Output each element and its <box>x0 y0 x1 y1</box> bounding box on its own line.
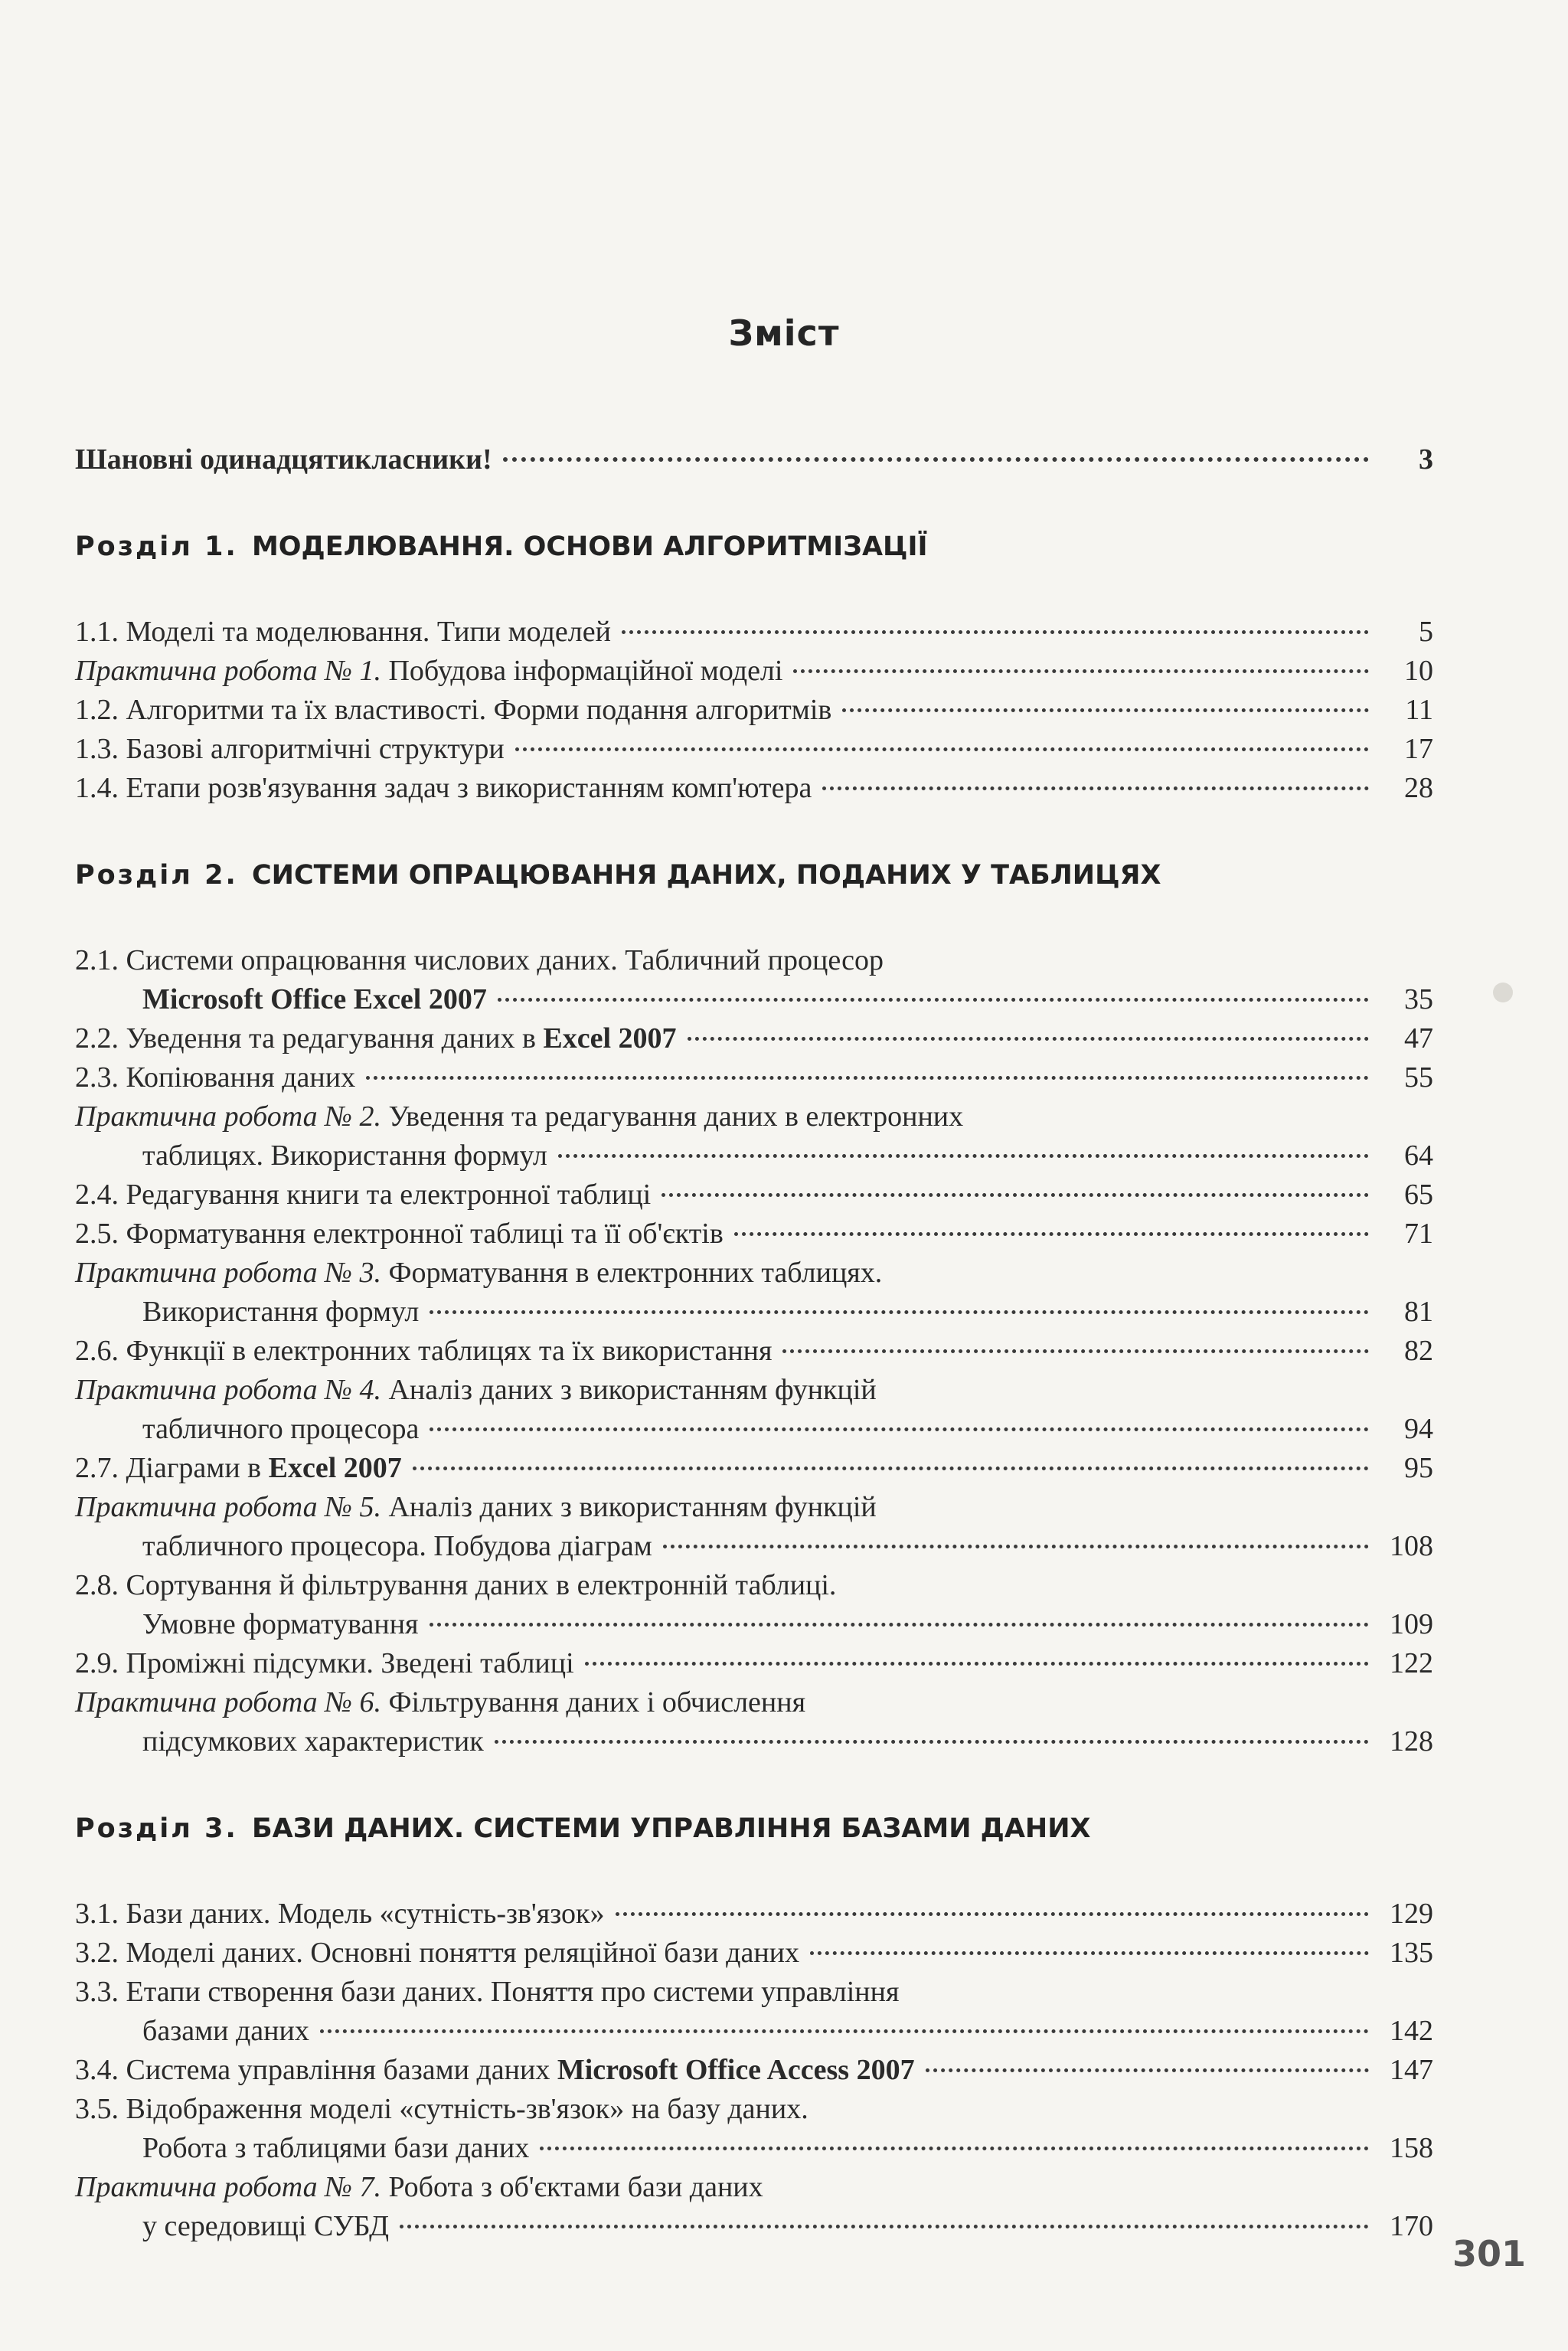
toc-entry-title <box>75 1254 882 1293</box>
toc-entry[interactable] <box>75 1644 1433 1683</box>
toc-entry-page: 108 <box>1390 1530 1433 1562</box>
toc-entry-software-name: Excel 2007 <box>268 1452 402 1484</box>
toc-entry-page: 5 <box>1419 616 1433 648</box>
toc-entry-number: 2.7. <box>75 1452 119 1484</box>
toc-entry-page: 147 <box>1390 2054 1433 2086</box>
toc-entry-page: 109 <box>1390 1608 1433 1640</box>
toc-entry-page: 11 <box>1405 694 1433 726</box>
toc-entry-text: таблицях. Використання формул <box>142 1140 547 1172</box>
toc-entry-page: 82 <box>1404 1335 1433 1367</box>
toc-entry-number: 3.1. <box>75 1898 119 1930</box>
toc-entry-page: 94 <box>1404 1413 1433 1445</box>
toc-entry-number: 2.3. <box>75 1061 119 1094</box>
toc-entry-text: Фільтрування даних і обчислення <box>388 1686 806 1718</box>
toc-entry-text: Аналіз даних з використанням функцій <box>388 1491 877 1523</box>
toc-entry-text: Функції в електронних таблицях та їх використання <box>126 1335 773 1367</box>
dot-leader <box>430 1310 1369 1314</box>
toc-entry-software-name: Excel 2007 <box>543 1022 677 1055</box>
toc-entry-text: Бази даних. Модель «сутність-зв'язок» <box>126 1898 605 1930</box>
toc-entry-page: 81 <box>1404 1296 1433 1328</box>
toc-entry[interactable] <box>75 1019 1433 1058</box>
section-label: Розділ 1. <box>75 531 238 562</box>
toc-entry[interactable] <box>75 691 1433 730</box>
toc-entry[interactable] <box>75 613 1433 652</box>
dot-leader <box>842 708 1369 712</box>
section-title: МОДЕЛЮВАННЯ. ОСНОВИ АЛГОРИТМІЗАЦІЇ <box>251 531 928 562</box>
toc-intro-entry[interactable] <box>75 440 1433 479</box>
toc-entry[interactable] <box>75 1176 1433 1215</box>
toc-entry-page: 35 <box>1404 983 1433 1015</box>
toc-entry-continuation[interactable] <box>75 1605 1433 1644</box>
toc-entry-text: Форматування в електронних таблицях. <box>388 1257 883 1289</box>
toc-entry-title <box>75 652 782 691</box>
toc-entry-title <box>75 2051 915 2090</box>
toc-entry-text: Діаграми в <box>126 1452 262 1484</box>
toc-entry-continuation[interactable] <box>75 1410 1433 1449</box>
toc-entry-title <box>75 1176 651 1215</box>
toc-entry-title <box>75 1332 772 1371</box>
toc-entry[interactable] <box>75 941 1433 980</box>
toc-entry-text: Аналіз даних з використанням функцій <box>388 1374 877 1406</box>
dot-leader <box>430 1427 1369 1431</box>
toc-entry-page: 129 <box>1390 1898 1433 1930</box>
toc-entry-number: 3.5. <box>75 2093 119 2125</box>
dot-leader <box>366 1076 1369 1080</box>
page-title: Зміст <box>728 312 840 354</box>
dot-leader <box>320 2029 1369 2033</box>
toc-entry-title <box>75 1683 805 1722</box>
toc-entry-number: 1.2. <box>75 694 119 726</box>
toc-entry-number: 2.4. <box>75 1179 119 1211</box>
toc-entry-number: 3.4. <box>75 2054 119 2086</box>
toc-entry-text: Використання формул <box>142 1296 420 1328</box>
toc-entry-number: 2.9. <box>75 1647 119 1679</box>
toc-entry-text: Уведення та редагування даних в електронних <box>388 1100 964 1133</box>
toc-entry-text: табличного процесора. Побудова діаграм <box>142 1530 652 1562</box>
practical-work-label: Практична робота № 2. <box>75 1100 381 1133</box>
toc-entry-number: 1.4. <box>75 772 119 804</box>
toc-entry[interactable] <box>75 1566 1433 1605</box>
toc-entry-number: 2.6. <box>75 1335 119 1367</box>
toc-entry[interactable] <box>75 769 1433 808</box>
dot-leader <box>430 1623 1369 1627</box>
toc-entry-continuation[interactable] <box>75 980 1433 1019</box>
dot-leader <box>515 747 1369 751</box>
toc-entry[interactable] <box>75 652 1433 691</box>
toc-entry[interactable] <box>75 1488 1433 1527</box>
toc-entry-page: 71 <box>1404 1218 1433 1250</box>
toc-entry-page: 128 <box>1390 1725 1433 1758</box>
toc-entry-text: Моделі та моделювання. Типи моделей <box>126 616 611 648</box>
toc-entry-title <box>75 1934 799 1973</box>
dot-leader <box>413 1467 1369 1470</box>
toc-entry-continuation[interactable] <box>75 1293 1433 1332</box>
toc-entry-page: 47 <box>1404 1022 1433 1055</box>
toc-entry-page: 142 <box>1390 2015 1433 2047</box>
section-heading <box>75 524 1433 570</box>
toc-entry-text: табличного процесора <box>142 1413 420 1445</box>
toc-entry[interactable] <box>75 1215 1433 1254</box>
toc-entry-title <box>75 1058 355 1097</box>
toc-entry-number: 2.1. <box>75 944 119 976</box>
toc-entry[interactable] <box>75 1097 1433 1136</box>
toc-entry-title <box>75 691 831 730</box>
practical-work-label: Практична робота № 1. <box>75 655 381 687</box>
toc-entry-title <box>75 769 812 808</box>
section-label: Розділ 3. <box>75 1813 238 1844</box>
section-heading <box>75 852 1433 898</box>
dot-leader <box>688 1037 1369 1041</box>
toc-entry-page: 3 <box>1419 443 1433 476</box>
toc-entry-page: 64 <box>1404 1140 1433 1172</box>
toc-entry-title <box>75 1973 899 2012</box>
toc-entry-number: 2.8. <box>75 1569 119 1601</box>
dot-leader <box>734 1232 1369 1236</box>
toc-entry-number: 1.3. <box>75 733 119 765</box>
toc-entry-page: 28 <box>1404 772 1433 804</box>
section-title: БАЗИ ДАНИХ. СИСТЕМИ УПРАВЛІННЯ БАЗАМИ ДАНИХ <box>251 1813 1091 1844</box>
toc-entry-text: Відображення моделі «сутність-зв'язок» на базу даних. <box>126 2093 808 2125</box>
toc-entry-text: Алгоритми та їх властивості. Форми подання алгоритмів <box>126 694 832 726</box>
toc-entry-text: Етапи створення бази даних. Поняття про системи управління <box>126 1976 900 2008</box>
dot-leader <box>498 998 1369 1002</box>
toc-entry-page: 10 <box>1404 655 1433 687</box>
toc-entry-page: 158 <box>1390 2132 1433 2164</box>
dot-leader <box>822 786 1369 790</box>
toc-entry-text: Копіювання даних <box>126 1061 356 1094</box>
toc-entry-title <box>75 730 505 769</box>
section-title: СИСТЕМИ ОПРАЦЮВАННЯ ДАНИХ, ПОДАНИХ У ТАБЛИЦЯХ <box>251 860 1161 891</box>
toc-entry-number: 1.1. <box>75 616 119 648</box>
toc-entry-text: Проміжні підсумки. Зведені таблиці <box>126 1647 574 1679</box>
toc-entry-text: Microsoft Office Excel 2007 <box>142 983 487 1015</box>
toc-entry-title <box>75 941 884 980</box>
dot-leader <box>622 630 1369 634</box>
toc-entry-number: 2.5. <box>75 1218 119 1250</box>
section-label: Розділ 2. <box>75 860 238 891</box>
section-heading <box>75 1806 1433 1852</box>
toc-entry-text: базами даних <box>142 2015 309 2047</box>
dot-leader <box>503 457 1369 462</box>
dot-leader <box>558 1154 1369 1158</box>
toc-entry-text: підсумкових характеристик <box>142 1725 484 1758</box>
toc-entry-page: 135 <box>1390 1937 1433 1969</box>
toc-entry-title <box>75 1097 963 1136</box>
practical-work-label: Практична робота № 3. <box>75 1257 381 1289</box>
toc-entry[interactable] <box>75 1058 1433 1097</box>
toc-entry-continuation[interactable] <box>75 1136 1433 1176</box>
table-of-contents <box>75 440 1433 2246</box>
dot-leader <box>495 1740 1369 1744</box>
toc-entry[interactable] <box>75 1895 1433 1934</box>
toc-entry-number: 3.2. <box>75 1937 119 1969</box>
toc-entry[interactable] <box>75 1449 1433 1488</box>
toc-entry-page: 122 <box>1390 1647 1433 1679</box>
toc-entry-text: Форматування електронної таблиці та її об'єктів <box>126 1218 724 1250</box>
dot-leader <box>926 2068 1369 2072</box>
toc-entry-number: 2.2. <box>75 1022 119 1055</box>
toc-entry-title <box>75 1215 724 1254</box>
toc-entry-continuation[interactable] <box>75 1527 1433 1566</box>
toc-entry-title <box>75 613 611 652</box>
toc-entry-title <box>75 1488 877 1527</box>
dot-leader <box>782 1349 1369 1353</box>
toc-entry-text: Робота з об'єктами бази даних <box>388 2171 763 2203</box>
toc-entry-text: Етапи розв'язування задач з використанням комп'ютера <box>126 772 812 804</box>
toc-entry[interactable] <box>75 1934 1433 1973</box>
toc-entry-text: Уведення та редагування даних в <box>126 1022 536 1055</box>
toc-entry-text: Моделі даних. Основні поняття реляційної бази даних <box>126 1937 800 1969</box>
toc-entry-continuation[interactable] <box>75 2129 1433 2168</box>
practical-work-label: Практична робота № 7. <box>75 2171 381 2203</box>
toc-entry-continuation[interactable] <box>75 2207 1433 2246</box>
toc-entry-page: 95 <box>1404 1452 1433 1484</box>
practical-work-label: Практична робота № 5. <box>75 1491 381 1523</box>
dot-leader <box>810 1951 1369 1955</box>
toc-entry-text: Редагування книги та електронної таблиці <box>126 1179 652 1211</box>
toc-entry-continuation[interactable] <box>75 1722 1433 1761</box>
toc-entry-text: Системи опрацювання числових даних. Табличний процесор <box>126 944 884 976</box>
toc-entry-title <box>75 1019 677 1058</box>
toc-entry-text: у середовищі СУБД <box>142 2210 390 2242</box>
toc-entry-page: 17 <box>1404 733 1433 765</box>
toc-entry-text: Система управління базами даних <box>126 2054 550 2086</box>
toc-entry[interactable] <box>75 1332 1433 1371</box>
dot-leader <box>400 2225 1369 2228</box>
paper-smudge <box>1493 983 1513 1002</box>
dot-leader <box>793 669 1369 673</box>
toc-entry-software-name: Microsoft Office Access 2007 <box>557 2054 915 2086</box>
toc-entry-continuation[interactable] <box>75 2012 1433 2051</box>
toc-entry-title <box>75 1895 605 1934</box>
toc-entry[interactable] <box>75 1254 1433 1293</box>
toc-entry-title <box>75 1644 574 1683</box>
toc-entry-text: Робота з таблицями бази даних <box>142 2132 530 2164</box>
toc-entry[interactable] <box>75 2168 1433 2207</box>
toc-entry-page: 65 <box>1404 1179 1433 1211</box>
toc-entry-page: 170 <box>1390 2210 1433 2242</box>
toc-entry-title <box>75 1566 836 1605</box>
toc-entry-title <box>75 1449 402 1488</box>
toc-entry[interactable] <box>75 730 1433 769</box>
dot-leader <box>585 1662 1369 1666</box>
toc-entry-title: Шановні одинадцятикласники! <box>75 443 492 476</box>
toc-entry-text: Побудова інформаційної моделі <box>388 655 783 687</box>
dot-leader <box>662 1193 1369 1197</box>
toc-entry-text: Сортування й фільтрування даних в електронній таблиці. <box>126 1569 837 1601</box>
toc-entry-title <box>75 2090 808 2129</box>
toc-entry[interactable] <box>75 1683 1433 1722</box>
page-number: 301 <box>1452 2233 1526 2274</box>
toc-entry[interactable] <box>75 1973 1433 2012</box>
toc-entry-text: Базові алгоритмічні структури <box>126 733 505 765</box>
toc-entry[interactable] <box>75 1371 1433 1410</box>
toc-entry[interactable] <box>75 2051 1433 2090</box>
practical-work-label: Практична робота № 4. <box>75 1374 381 1406</box>
toc-entry-text: Умовне форматування <box>142 1608 419 1640</box>
dot-leader <box>616 1912 1370 1916</box>
toc-entry-page: 55 <box>1404 1061 1433 1094</box>
dot-leader <box>663 1545 1369 1548</box>
practical-work-label: Практична робота № 6. <box>75 1686 381 1718</box>
dot-leader <box>540 2147 1369 2150</box>
toc-entry-number: 3.3. <box>75 1976 119 2008</box>
toc-entry-title <box>75 2168 763 2207</box>
toc-entry-title <box>75 1371 877 1410</box>
toc-entry[interactable] <box>75 2090 1433 2129</box>
